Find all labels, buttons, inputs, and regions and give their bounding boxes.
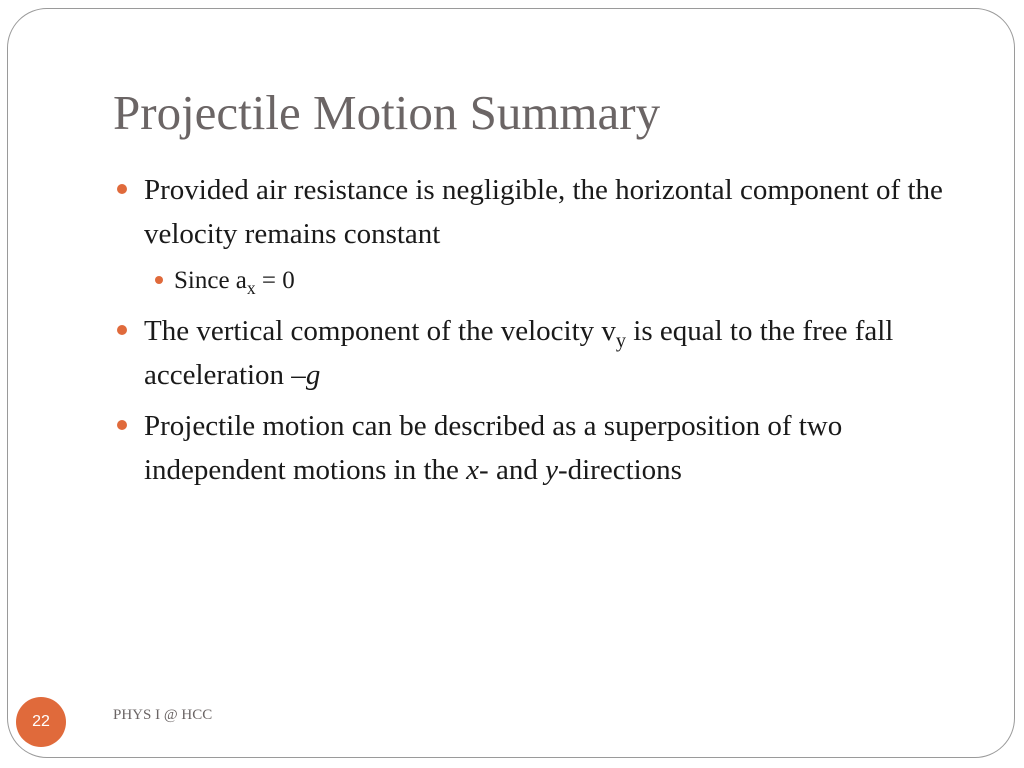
footer-text: PHYS I @ HCC <box>113 707 213 723</box>
slide-title: Projectile Motion Summary <box>113 85 661 140</box>
bullet-text-prefix: Projectile motion can be described as a superposition of two independent motions in the <box>144 410 843 486</box>
bullet-text-middle: is equal to the free fall acceleration – <box>144 315 894 391</box>
bullet-dot-icon <box>117 420 127 430</box>
bullet-item <box>113 404 983 492</box>
italic-g: g <box>305 359 321 391</box>
bullet-item <box>113 168 983 256</box>
sub-bullet-prefix: Since a <box>174 267 247 294</box>
page-number-badge: 22 <box>16 697 66 747</box>
bullet-text-prefix: The vertical component of the velocity v <box>144 315 616 347</box>
subscript-y: y <box>615 330 627 353</box>
bullet-dot-icon <box>117 184 127 194</box>
sub-bullet-item <box>113 261 983 301</box>
sub-bullet-suffix: = 0 <box>255 267 295 294</box>
italic-x: x <box>466 454 480 486</box>
bullet-dot-icon <box>117 325 127 335</box>
bullet-text-suffix: -directions <box>557 454 682 486</box>
bullet-text-middle: - and <box>479 454 546 486</box>
bullet-item <box>113 309 983 397</box>
italic-y: y <box>545 454 558 486</box>
subscript-x: x <box>246 278 256 299</box>
slide-content <box>113 168 983 499</box>
sub-bullet-dot-icon <box>155 276 163 284</box>
bullet-text: Provided air resistance is negligible, the horizontal component of the velocity remains constant <box>144 174 943 250</box>
